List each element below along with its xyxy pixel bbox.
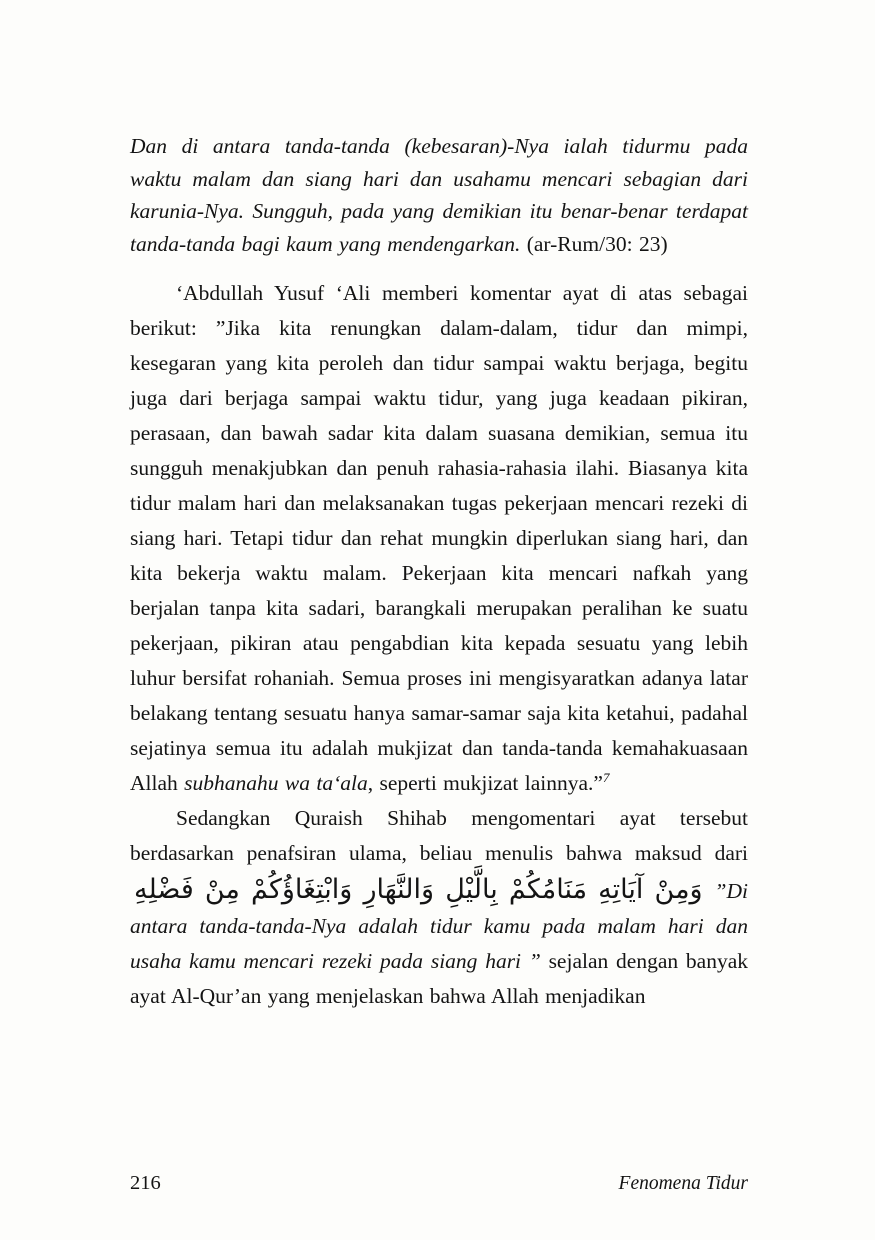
commentary-paragraph-yusuf-ali [130,276,748,801]
page-footer [130,1172,748,1195]
paragraph2-text-end: sejalan dengan banyak ayat Al-Qur’an yang menjelaskan bahwa Allah menjadikan [130,949,748,1008]
arabic-verse-text: وَمِنْ آيَاتِهِ مَنَامُكُمْ بِالَّيْلِ وَالنَّهَارِ وَابْتِغَاؤُكُمْ مِنْ فَضْلِهِ [134,874,703,905]
paragraph2-text: Sedangkan Quraish Shihab mengomentari ayat tersebut berdasarkan penafsiran ulama, beliau menulis bahwa maksud dari [130,806,748,865]
footnote-marker: 7 [602,769,610,785]
page-content [130,130,748,1014]
commentary-paragraph-quraish-shihab [130,801,748,1014]
quran-translation-quote [130,130,748,260]
arabic-transliteration-phrase: subhanahu wa ta‘ala [184,771,368,795]
quote-text: Dan di antara tanda-tanda (kebesaran)-Nya ialah tidurmu pada waktu malam dan siang hari dan usahamu mencari sebagian dari karunia-Nya. Sungguh, pada yang demikian itu benar-benar terdapat tanda-tanda bagi kaum yang mendengarkan. [130,134,748,256]
paragraph1-text-end: , seperti mukjizat lainnya.” [367,771,603,795]
running-title: Fenomena Tidur [618,1173,748,1194]
verse-translation-italic: ”Di antara tanda-tanda-Nya adalah tidur kamu pada malam hari dan usaha kamu mencari rezeki pada siang hari ” [130,879,748,973]
paragraph1-text: ‘Abdullah Yusuf ‘Ali memberi komentar ayat di atas sebagai berikut: ”Jika kita renungkan dalam-dalam, tidur dan mimpi, kesegaran yang kita peroleh dan tidur sampai waktu berjaga, begitu juga dari berjaga sampai waktu tidur, yang juga keadaan pikiran, perasaan, dan bawah sadar kita dalam suasana demikian, semua itu sungguh menakjubkan dan penuh rahasia-rahasia ilahi. Biasanya kita tidur malam hari dan melaksanakan tugas pekerjaan mencari rezeki di siang hari. Tetapi tidur dan rehat mungkin diperlukan siang hari, dan kita bekerja waktu malam. Pekerjaan kita mencari nafkah yang berjalan tanpa kita sadari, barangkali merupakan peralihan ke suatu pekerjaan, pikiran atau pengabdian kita kepada sesuatu yang lebih luhur bersifat rohaniah. Semua proses ini mengisyaratkan adanya latar belakang tentang sesuatu hanya samar-samar saja kita ketahui, padahal sejatinya semua itu adalah mukjizat dan tanda-tanda kemahakuasaan Allah [130,281,748,795]
quote-reference: (ar-Rum/30: 23) [520,231,668,256]
page-number: 216 [130,1172,161,1194]
